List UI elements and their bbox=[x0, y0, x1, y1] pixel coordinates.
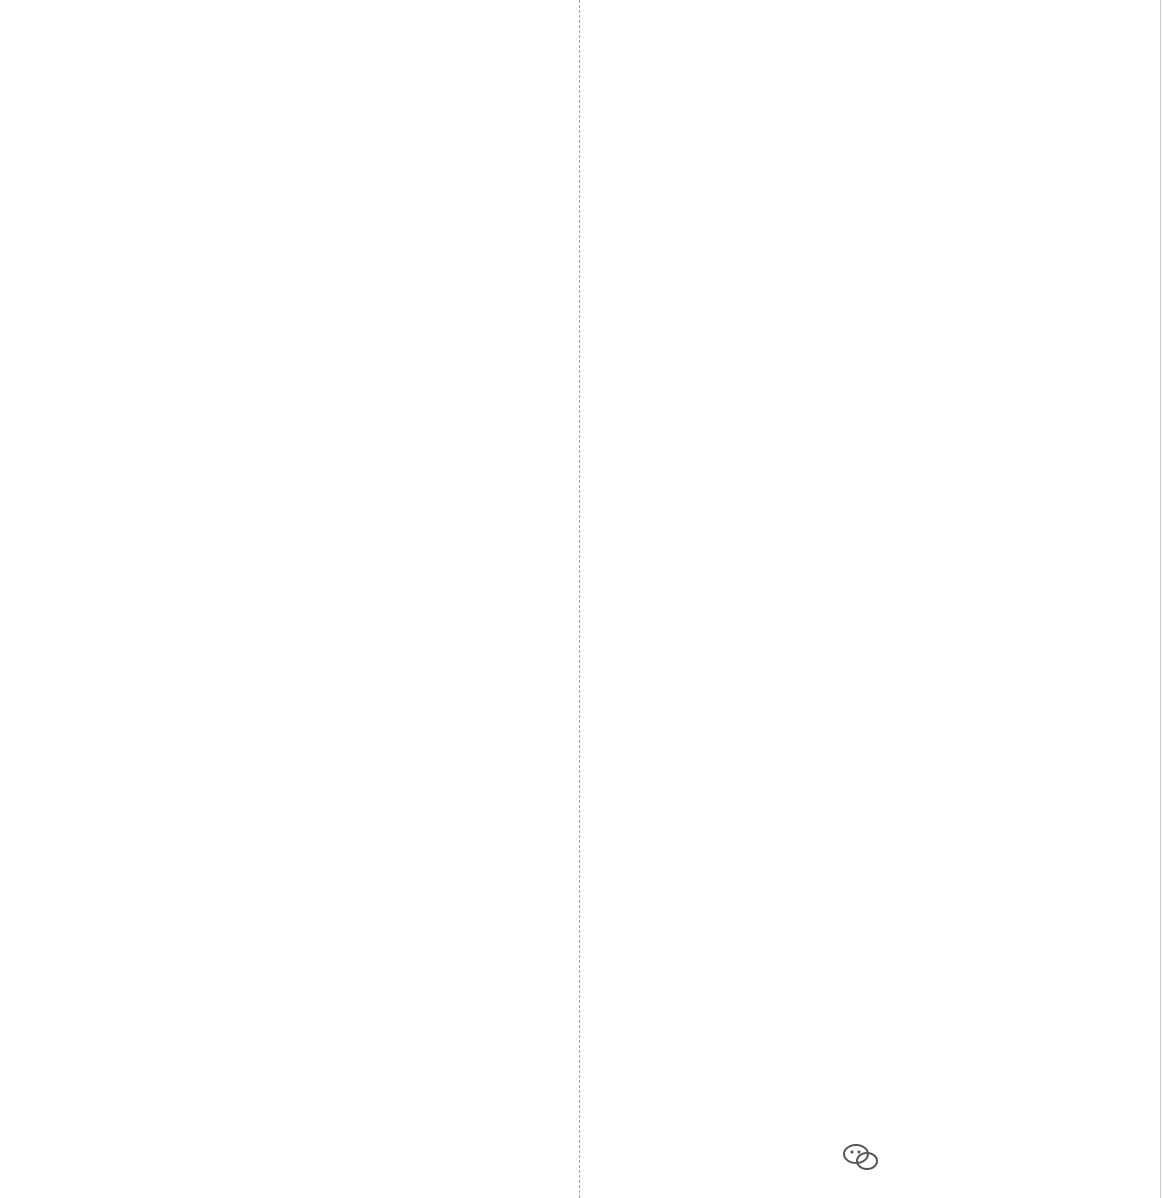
right-border bbox=[1160, 0, 1161, 1198]
wechat-icon bbox=[842, 1142, 880, 1172]
column-divider bbox=[579, 0, 580, 1198]
watermark bbox=[842, 1132, 1157, 1182]
